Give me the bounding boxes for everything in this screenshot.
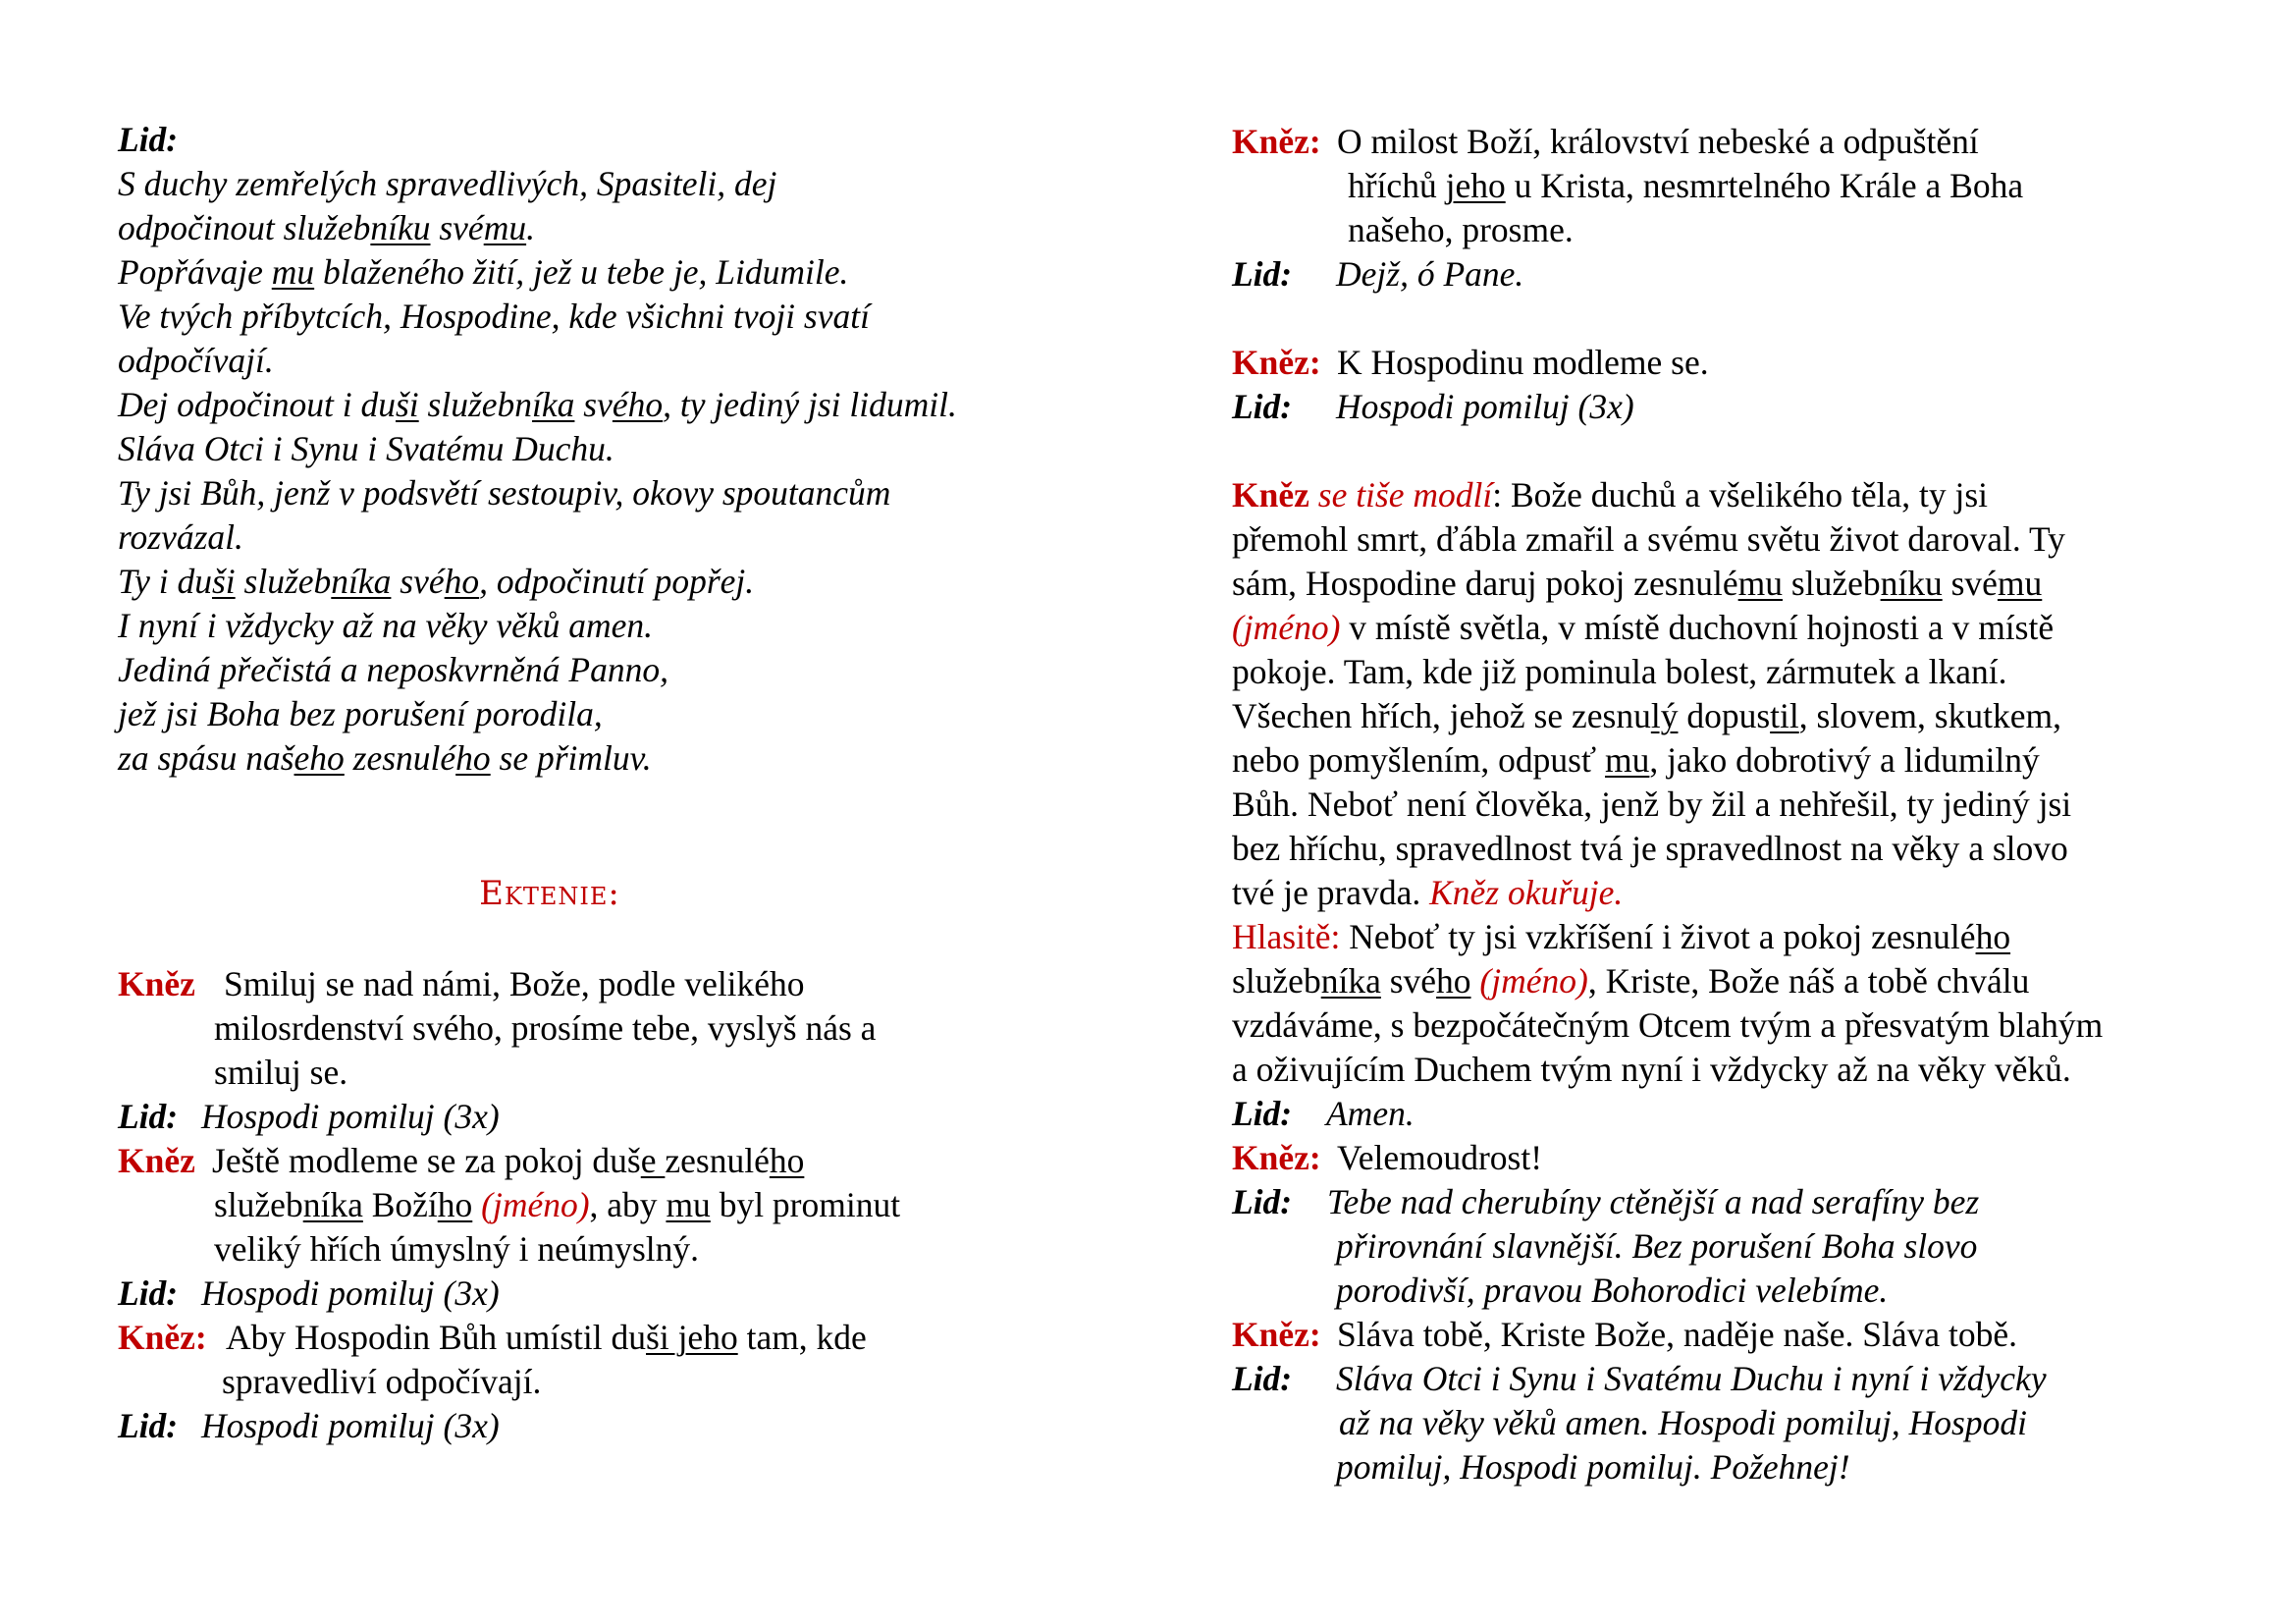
kn-label: Kněz: xyxy=(1232,343,1321,382)
rubric-note: se tiše modlí xyxy=(1317,475,1493,514)
prayer-line: odpočívají. xyxy=(118,341,274,380)
text-line: vzdáváme, s bezpočátečným Otcem tvým a přesvatým blahým xyxy=(1232,1005,2104,1045)
text-line: (jméno) v místě světla, v místě duchovní hojnosti a v místě xyxy=(1232,608,2055,647)
response-line: Hospodi pomiluj (3x) xyxy=(1336,387,1634,426)
lid-label: Lid: xyxy=(1232,1094,1293,1133)
kn-label: Kněz xyxy=(118,964,195,1003)
dismissal-line: Sláva Otci i Synu i Svatému Duchu i nyní i vždycky xyxy=(1336,1359,2047,1398)
text-line: bez hříchu, spravedlnost tvá je spravedlnost na věky a slovo xyxy=(1232,829,2068,868)
prayer-line: Sláva Otci i Synu i Svatému Duchu. xyxy=(118,429,614,468)
lid-label: Lid: xyxy=(118,1406,179,1445)
text-line: Hlasitě: Neboť ty jsi vzkříšení i život a pokoj zesnulého xyxy=(1232,917,2011,956)
litany-line: Aby Hospodin Bůh umístil duši jeho tam, kde xyxy=(226,1318,867,1357)
lid-label: Lid: xyxy=(1232,387,1293,426)
response-line: Hospodi pomiluj (3x) xyxy=(201,1406,500,1445)
lid-label: Lid: xyxy=(118,120,179,159)
response-line: Amen. xyxy=(1326,1094,1415,1133)
text-line: přemohl smrt, ďábla zmařil a svému světu život daroval. Ty xyxy=(1232,519,2065,559)
litany-line: veliký hřích úmyslný i neúmyslný. xyxy=(214,1229,700,1269)
dismissal-line: pomiluj, Hospodi pomiluj. Požehnej! xyxy=(1336,1447,1850,1487)
prayer-line: I nyní i vždycky až na věky věků amen. xyxy=(118,606,654,645)
ektenie-heading: Ektenie: xyxy=(479,874,620,913)
right-page xyxy=(1148,0,2296,1624)
prayer-line: Jediná přečistá a neposkvrněná Panno, xyxy=(118,650,668,689)
kn-label: Kněz: xyxy=(1232,1315,1321,1354)
prayer-line: Ty i duši služebníka svého, odpočinutí popřej. xyxy=(118,562,755,601)
text-line: Sláva tobě, Kriste Bože, naděje naše. Sláva tobě. xyxy=(1337,1315,2018,1354)
lid-label: Lid: xyxy=(118,1273,179,1313)
text-line: našeho, prosme. xyxy=(1348,210,1574,249)
text-line: a oživujícím Duchem tvým nyní i vždycky až na věky věků. xyxy=(1232,1050,2071,1089)
text-line: služebníka svého (jméno), Kriste, Bože náš a tobě chválu xyxy=(1232,961,2030,1001)
kn-label: Kněz: xyxy=(1232,1138,1321,1177)
lid-label: Lid: xyxy=(1232,1182,1293,1221)
dismissal-line: až na věky věků amen. Hospodi pomiluj, Hospodi xyxy=(1339,1403,2027,1442)
rubric-aloud: Hlasitě: xyxy=(1232,917,1341,956)
litany-line: služebníka Božího (jméno), aby mu byl prominut xyxy=(214,1185,901,1224)
hymn-line: porodivší, pravou Bohorodici velebíme. xyxy=(1336,1271,1889,1310)
text-line: pokoje. Tam, kde již pominula bolest, zármutek a lkaní. xyxy=(1232,652,2007,691)
hymn-line: přirovnání slavnější. Bez porušení Boha slovo xyxy=(1336,1226,1978,1266)
prayer-line: Ty jsi Bůh, jenž v podsvětí sestoupiv, okovy spoutancům xyxy=(118,473,891,513)
text-line: nebo pomyšlením, odpusť mu, jako dobrotivý a lidumilný xyxy=(1232,740,2040,780)
kn-label: Kněz xyxy=(1232,475,1309,514)
response-line: Dejž, ó Pane. xyxy=(1336,254,1524,294)
text-line: Velemoudrost! xyxy=(1337,1138,1543,1177)
prayer-line: Dej odpočinout i duši služebníka svého, ty jediný jsi lidumil. xyxy=(118,385,957,424)
prayer-line: jež jsi Boha bez porušení porodila, xyxy=(118,694,603,733)
litany-line: spravedliví odpočívají. xyxy=(222,1362,542,1401)
text-line: Bůh. Neboť není člověka, jenž by žil a nehřešil, ty jediný jsi xyxy=(1232,785,2072,824)
text-line: tvé je pravda. Kněz okuřuje. xyxy=(1232,873,1624,912)
text-line: sám, Hospodine daruj pokoj zesnulému služebníku svému xyxy=(1232,564,2043,603)
litany-line: milosrdenství svého, prosíme tebe, vyslyš nás a xyxy=(214,1008,877,1048)
prayer-line: Popřávaje mu blaženého žití, jež u tebe je, Lidumile. xyxy=(118,252,849,292)
kn-label: Kněz xyxy=(118,1141,195,1180)
lid-label: Lid: xyxy=(118,1097,179,1136)
response-line: Hospodi pomiluj (3x) xyxy=(201,1097,500,1136)
text-line: Kněz se tiše modlí: Bože duchů a všelikého těla, ty jsi xyxy=(1232,475,1988,514)
litany-line: smiluj se. xyxy=(214,1053,348,1092)
litany-line: Ještě modleme se za pokoj duše zesnulého xyxy=(212,1141,805,1180)
text-line: O milost Boží, království nebeské a odpuštění xyxy=(1337,122,1979,161)
prayer-line: S duchy zemřelých spravedlivých, Spasiteli, dej xyxy=(118,164,777,203)
lid-label: Lid: xyxy=(1232,1359,1293,1398)
litany-line: Smiluj se nad námi, Bože, podle velikého xyxy=(224,964,805,1003)
response-line: Hospodi pomiluj (3x) xyxy=(201,1273,500,1313)
lid-label: Lid: xyxy=(1232,254,1293,294)
prayer-line: rozvázal. xyxy=(118,517,243,557)
text-line: K Hospodinu modleme se. xyxy=(1337,343,1709,382)
prayer-line: odpočinout služebníku svému. xyxy=(118,208,535,247)
text-line: hříchů jeho u Krista, nesmrtelného Krále a Boha xyxy=(1348,166,2024,205)
prayer-line: Ve tvých příbytcích, Hospodine, kde všichni tvoji svatí xyxy=(118,297,870,336)
prayer-line: za spásu našeho zesnulého se přimluv. xyxy=(118,738,652,778)
kn-label: Kněz: xyxy=(1232,122,1321,161)
text-line: Všechen hřích, jehož se zesnulý dopustil, slovem, skutkem, xyxy=(1232,696,2061,735)
kn-label: Kněz: xyxy=(118,1318,207,1357)
hymn-line: Tebe nad cherubíny ctěnější a nad serafíny bez xyxy=(1327,1182,1980,1221)
